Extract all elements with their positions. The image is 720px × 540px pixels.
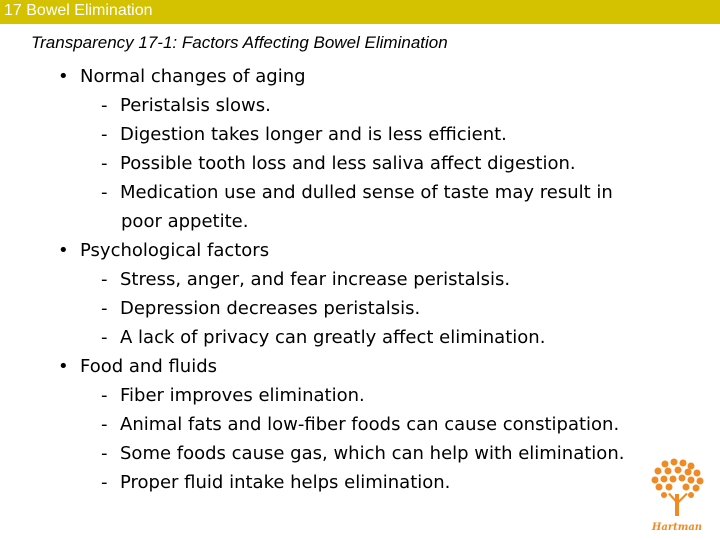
sub-bullet-item	[101, 439, 624, 468]
chapter-title: 17 Bowel Elimination	[4, 2, 153, 19]
sub-bullet-item	[101, 91, 271, 120]
dash-marker: -	[101, 385, 108, 406]
bullet-marker: •	[58, 356, 69, 377]
sub-bullet-item	[101, 149, 576, 178]
line-text: Animal fats and low-fiber foods can cause constipation.	[120, 414, 620, 435]
line-text: Peristalsis slows.	[120, 95, 271, 116]
sub-bullet-item	[101, 381, 365, 410]
dash-marker: -	[101, 153, 108, 174]
sub-bullet-item	[101, 294, 420, 323]
line-text: Medication use and dulled sense of taste may result in	[120, 182, 613, 203]
line-text: Digestion takes longer and is less efficient.	[120, 124, 507, 145]
sub-bullet-item	[101, 178, 613, 207]
logo-wordmark: Hartman	[651, 522, 703, 533]
dash-marker: -	[101, 443, 108, 464]
dash-marker: -	[101, 124, 108, 145]
line-text: Possible tooth loss and less saliva affect digestion.	[120, 153, 576, 174]
line-text: A lack of privacy can greatly affect elimination.	[120, 327, 546, 348]
bullet-item	[58, 236, 269, 265]
bullet-marker: •	[58, 66, 69, 87]
header-bar	[0, 0, 720, 24]
sub-bullet-item	[101, 265, 510, 294]
line-text: Psychological factors	[80, 240, 270, 261]
sub-bullet-item	[101, 120, 507, 149]
line-text: Food and fluids	[80, 356, 218, 377]
line-text: Fiber improves elimination.	[120, 385, 365, 406]
continuation-line	[121, 207, 248, 236]
bullet-item	[58, 62, 306, 91]
line-text: Some foods cause gas, which can help with elimination.	[120, 443, 625, 464]
dash-marker: -	[101, 472, 108, 493]
dash-marker: -	[101, 269, 108, 290]
dash-marker: -	[101, 95, 108, 116]
dash-marker: -	[101, 182, 108, 203]
dash-marker: -	[101, 298, 108, 319]
line-text: Stress, anger, and fear increase peristalsis.	[120, 269, 511, 290]
sub-bullet-item	[101, 468, 450, 497]
bullet-item	[58, 352, 217, 381]
tree-icon	[652, 459, 704, 517]
dash-marker: -	[101, 327, 108, 348]
sub-bullet-item	[101, 410, 619, 439]
dash-marker: -	[101, 414, 108, 435]
line-text: Proper fluid intake helps elimination.	[120, 472, 451, 493]
line-text: Depression decreases peristalsis.	[120, 298, 421, 319]
slide-subtitle: Transparency 17-1: Factors Affecting Bowel Elimination	[31, 33, 448, 52]
publisher-logo	[640, 456, 714, 536]
line-text: poor appetite.	[121, 211, 249, 232]
bullet-marker: •	[58, 240, 69, 261]
sub-bullet-item	[101, 323, 545, 352]
line-text: Normal changes of aging	[80, 66, 306, 87]
